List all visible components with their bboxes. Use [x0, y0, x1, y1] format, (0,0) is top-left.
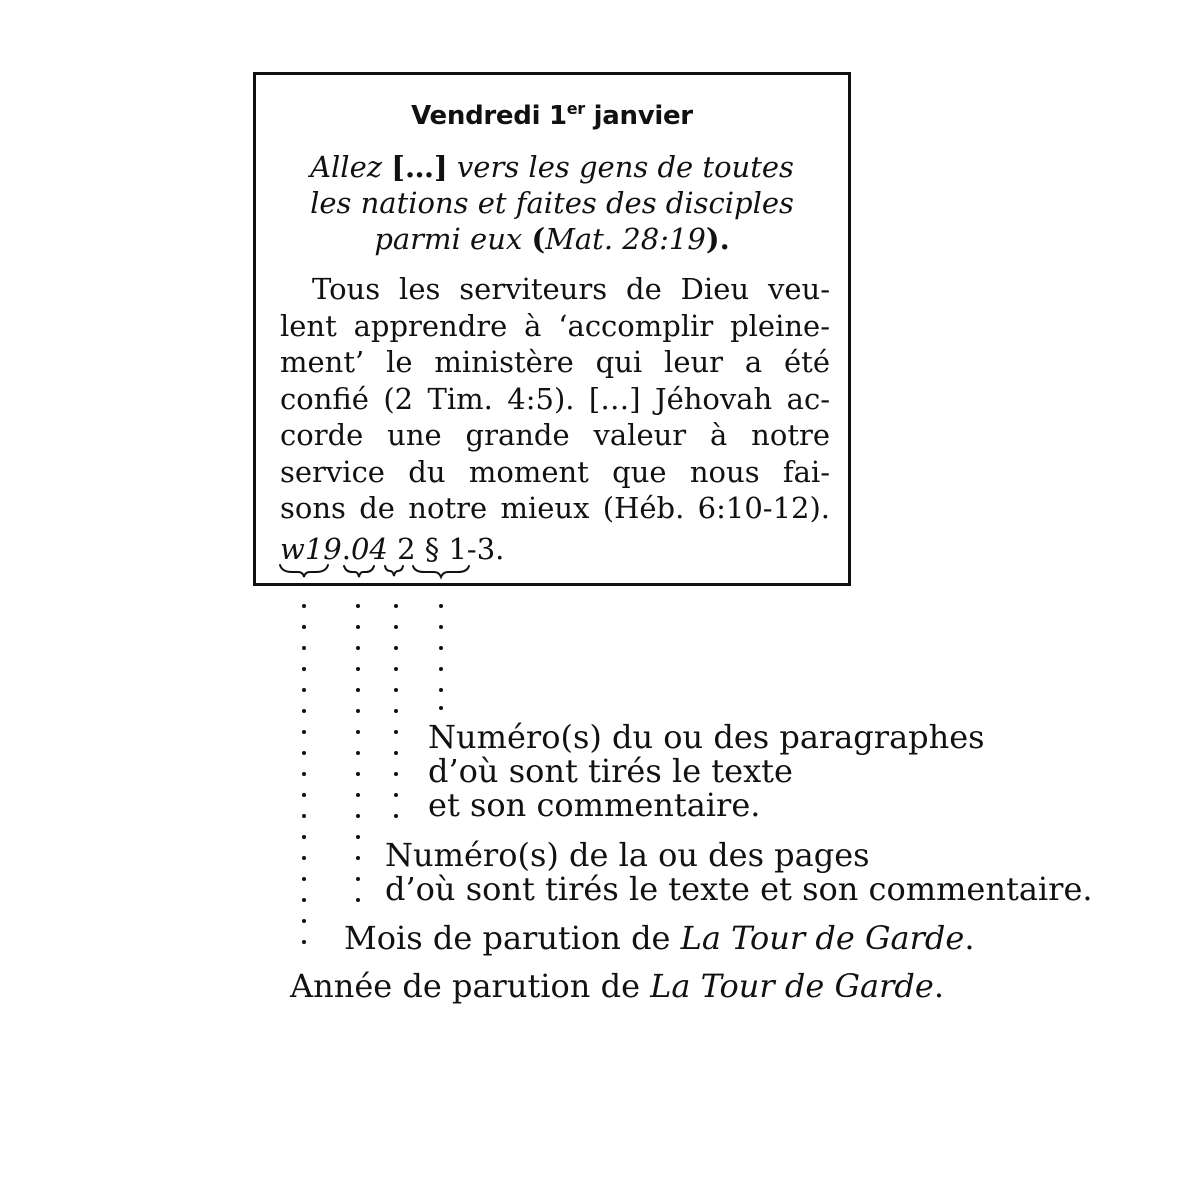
label-line: d’où sont tirés le texte [428, 752, 793, 790]
label-line: d’où sont tirés le texte et son commentaire. [385, 870, 1093, 908]
verse-paren: ( [531, 222, 546, 256]
commentary-line: confié (2 Tim. 4:5). […] Jéhovah ac- [280, 381, 830, 416]
label-page-numbers [385, 838, 1093, 906]
label-publication-month [344, 921, 974, 955]
verse-paren: ). [705, 222, 730, 256]
commentary-line: sons de notre mieux (Héb. 6:10-12). [280, 491, 830, 525]
verse-text: vers les gens de toutes [447, 150, 794, 184]
reference-month-code: 04 [350, 532, 388, 566]
label-text: Mois de parution de [344, 919, 681, 957]
magazine-title: La Tour de Garde [680, 919, 965, 957]
label-publication-year [290, 969, 944, 1003]
verse-line-1 [276, 149, 828, 185]
dotted-line-paragraphs [439, 604, 443, 710]
commentary-line: lent apprendre à ‘accomplir pleine- [280, 308, 830, 343]
date-superscript: er [566, 99, 585, 118]
commentary-line: Tous les serviteurs de Dieu veu- [312, 272, 830, 306]
label-line: et son commentaire. [428, 786, 761, 824]
magazine-title: La Tour de Garde [650, 967, 934, 1005]
verse-line-3 [276, 221, 828, 257]
verse-citation: Mat. 28:19 [545, 222, 706, 256]
date-heading [256, 99, 848, 131]
label-line: Numéro(s) du ou des paragraphes [428, 718, 985, 756]
reference-dot: . [341, 532, 351, 566]
date-month: janvier [584, 101, 693, 131]
reference-page: 2 [397, 532, 416, 566]
label-end: . [933, 967, 944, 1005]
label-end: . [964, 919, 975, 957]
dotted-line-year [302, 604, 306, 944]
reference-year-code: w19 [280, 532, 342, 566]
commentary-text [280, 271, 830, 527]
label-text: Année de parution de [290, 967, 651, 1005]
commentary-line: service du moment que nous fai- [280, 454, 830, 489]
dotted-line-month [356, 604, 360, 902]
verse-line-2: les nations et faites des disciples [310, 186, 794, 220]
commentary-line: corde une grande valeur à notre [280, 418, 830, 452]
verse-text: Allez [310, 150, 392, 184]
label-line: Numéro(s) de la ou des pages [385, 836, 870, 874]
theme-verse [276, 149, 828, 257]
source-reference [280, 531, 504, 567]
reference-end: . [495, 532, 505, 566]
date-day: Vendredi 1 [411, 101, 567, 131]
dotted-line-page [394, 604, 398, 818]
verse-ellipsis: […] [391, 150, 448, 184]
label-paragraph-numbers [428, 720, 985, 822]
daily-text-card [253, 72, 851, 586]
reference-paragraphs: § 1-3 [424, 532, 496, 566]
verse-text: parmi eux [374, 222, 532, 256]
commentary-line: ment’ le ministère qui leur a été [280, 345, 830, 379]
